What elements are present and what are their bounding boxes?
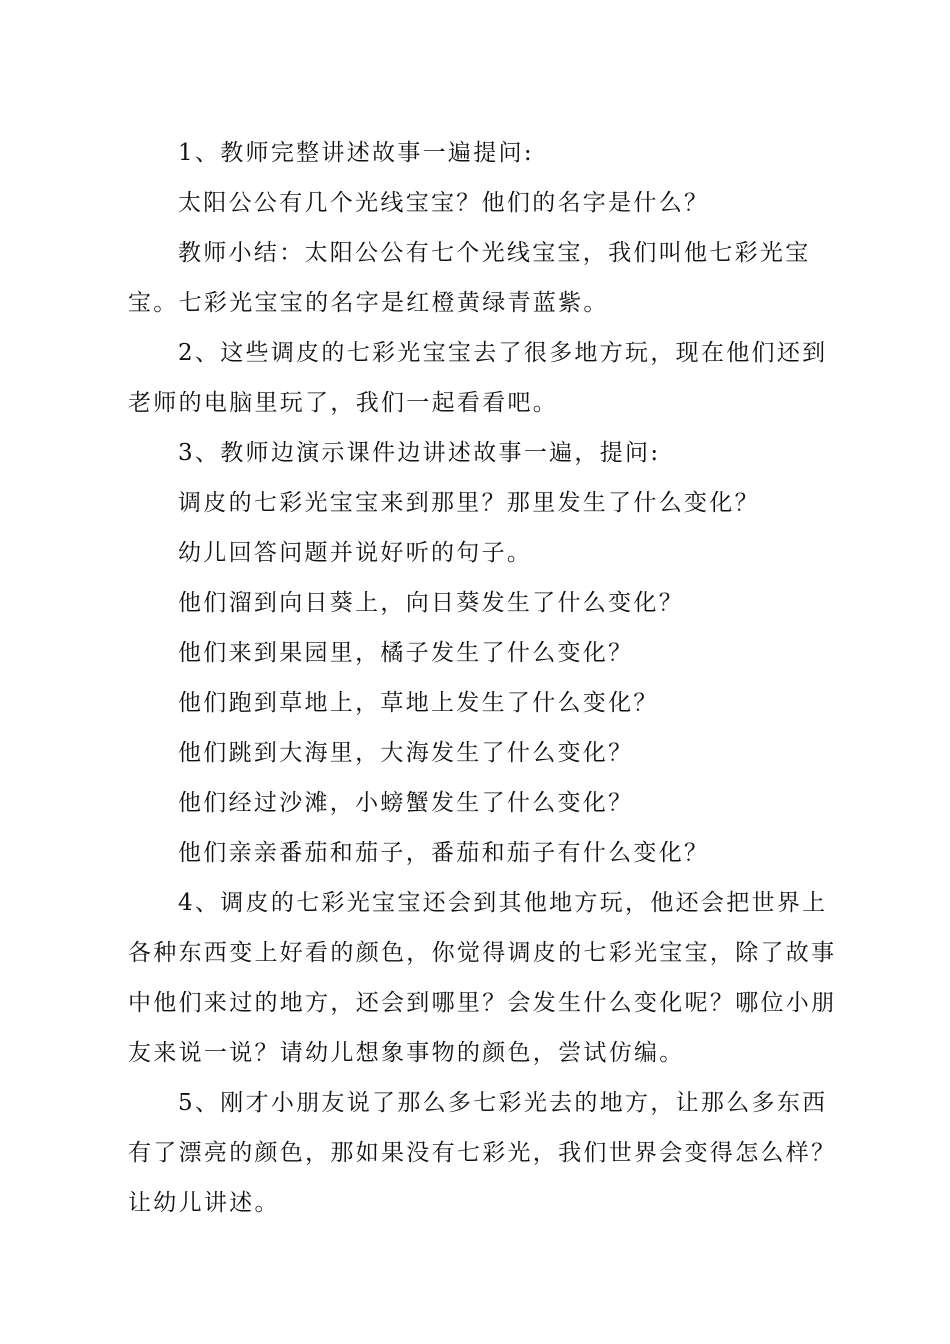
paragraph-question: 他们跑到草地上，草地上发生了什么变化？ (178, 690, 659, 716)
paragraph-step-2: 2、这些调皮的七彩光宝宝去了很多地方玩，现在他们还到老师的电脑里玩了，我们一起看看吧。 (128, 340, 828, 416)
paragraph-question: 他们亲亲番茄和茄子，番茄和茄子有什么变化？ (178, 840, 710, 866)
paragraph-summary: 教师小结：太阳公公有七个光线宝宝，我们叫他七彩光宝宝。七彩光宝宝的名字是红橙黄绿青蓝紫。 (128, 240, 811, 316)
document-body (128, 128, 848, 1228)
paragraph-step-4: 4、调皮的七彩光宝宝还会到其他地方玩，他还会把世界上各种东西变上好看的颜色，你觉得调皮的七彩光宝宝，除了故事中他们来过的地方，还会到哪里？会发生什么变化呢？哪位小朋友来说一说？请幼儿想象事物的颜色，尝试仿编。 (128, 890, 837, 1066)
paragraph-question: 调皮的七彩光宝宝来到那里？那里发生了什么变化？ (178, 490, 760, 516)
paragraph-question: 太阳公公有几个光线宝宝？他们的名字是什么？ (178, 190, 710, 216)
paragraph-question: 他们经过沙滩，小螃蟹发生了什么变化？ (178, 790, 634, 816)
paragraph-question: 他们来到果园里，橘子发生了什么变化？ (178, 640, 634, 666)
paragraph-question: 他们跳到大海里，大海发生了什么变化？ (178, 740, 634, 766)
paragraph-step-1: 1、教师完整讲述故事一遍提问: (178, 140, 534, 166)
paragraph-step-5: 5、刚才小朋友说了那么多七彩光去的地方，让那么多东西有了漂亮的颜色，那如果没有七彩光，我们世界会变得怎么样？让幼儿讲述。 (128, 1090, 837, 1216)
paragraph-answer-note: 幼儿回答问题并说好听的句子。 (178, 540, 533, 566)
paragraph-question: 他们溜到向日葵上，向日葵发生了什么变化？ (178, 590, 684, 616)
paragraph-step-3: 3、教师边演示课件边讲述故事一遍，提问: (178, 440, 661, 466)
